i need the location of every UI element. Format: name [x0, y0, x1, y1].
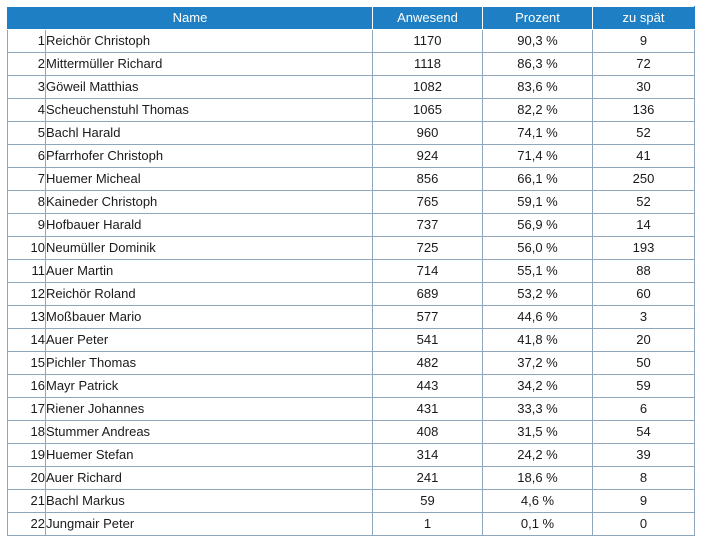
table-row[interactable] [8, 421, 695, 444]
cell-attendance: 314 [373, 444, 483, 467]
cell-percent: 18,6 % [483, 467, 593, 490]
column-header-attendance[interactable]: Anwesend [373, 7, 483, 30]
cell-name: Reichör Roland [46, 283, 373, 306]
cell-rank: 10 [8, 237, 46, 260]
table-row[interactable] [8, 260, 695, 283]
cell-late: 41 [593, 145, 695, 168]
cell-rank: 2 [8, 53, 46, 76]
cell-attendance: 725 [373, 237, 483, 260]
cell-name: Auer Martin [46, 260, 373, 283]
cell-attendance: 1065 [373, 99, 483, 122]
cell-percent: 4,6 % [483, 490, 593, 513]
cell-name: Jungmair Peter [46, 513, 373, 536]
cell-rank: 15 [8, 352, 46, 375]
cell-attendance: 59 [373, 490, 483, 513]
table-row[interactable] [8, 145, 695, 168]
table-row[interactable] [8, 375, 695, 398]
cell-name: Mayr Patrick [46, 375, 373, 398]
cell-late: 59 [593, 375, 695, 398]
cell-name: Pfarrhofer Christoph [46, 145, 373, 168]
cell-late: 30 [593, 76, 695, 99]
cell-rank: 9 [8, 214, 46, 237]
cell-attendance: 737 [373, 214, 483, 237]
cell-percent: 24,2 % [483, 444, 593, 467]
cell-late: 39 [593, 444, 695, 467]
cell-late: 54 [593, 421, 695, 444]
cell-late: 52 [593, 191, 695, 214]
cell-late: 50 [593, 352, 695, 375]
cell-name: Stummer Andreas [46, 421, 373, 444]
cell-rank: 13 [8, 306, 46, 329]
cell-attendance: 765 [373, 191, 483, 214]
cell-attendance: 482 [373, 352, 483, 375]
cell-attendance: 924 [373, 145, 483, 168]
cell-rank: 12 [8, 283, 46, 306]
table-row[interactable] [8, 306, 695, 329]
cell-percent: 74,1 % [483, 122, 593, 145]
cell-late: 0 [593, 513, 695, 536]
cell-name: Neumüller Dominik [46, 237, 373, 260]
cell-percent: 71,4 % [483, 145, 593, 168]
column-header-late[interactable]: zu spät [593, 7, 695, 30]
cell-name: Reichör Christoph [46, 30, 373, 53]
table-row[interactable] [8, 53, 695, 76]
cell-percent: 55,1 % [483, 260, 593, 283]
cell-percent: 37,2 % [483, 352, 593, 375]
table-row[interactable] [8, 283, 695, 306]
cell-attendance: 1170 [373, 30, 483, 53]
cell-percent: 33,3 % [483, 398, 593, 421]
cell-name: Mittermüller Richard [46, 53, 373, 76]
cell-late: 20 [593, 329, 695, 352]
cell-rank: 4 [8, 99, 46, 122]
cell-percent: 44,6 % [483, 306, 593, 329]
cell-late: 9 [593, 30, 695, 53]
cell-attendance: 443 [373, 375, 483, 398]
cell-percent: 56,9 % [483, 214, 593, 237]
cell-attendance: 960 [373, 122, 483, 145]
cell-late: 136 [593, 99, 695, 122]
cell-rank: 22 [8, 513, 46, 536]
cell-name: Riener Johannes [46, 398, 373, 421]
cell-attendance: 1082 [373, 76, 483, 99]
cell-percent: 31,5 % [483, 421, 593, 444]
cell-percent: 90,3 % [483, 30, 593, 53]
cell-rank: 6 [8, 145, 46, 168]
cell-late: 3 [593, 306, 695, 329]
cell-attendance: 689 [373, 283, 483, 306]
cell-name: Auer Richard [46, 467, 373, 490]
cell-rank: 20 [8, 467, 46, 490]
table-body [8, 30, 695, 536]
cell-attendance: 241 [373, 467, 483, 490]
cell-rank: 8 [8, 191, 46, 214]
cell-name: Bachl Markus [46, 490, 373, 513]
table-header-row [8, 7, 695, 30]
cell-rank: 3 [8, 76, 46, 99]
table-row[interactable] [8, 467, 695, 490]
cell-rank: 16 [8, 375, 46, 398]
table-row[interactable] [8, 329, 695, 352]
cell-rank: 19 [8, 444, 46, 467]
table-row[interactable] [8, 168, 695, 191]
table-row[interactable] [8, 76, 695, 99]
cell-late: 193 [593, 237, 695, 260]
table-row[interactable] [8, 191, 695, 214]
table-row[interactable] [8, 398, 695, 421]
table-row[interactable] [8, 99, 695, 122]
cell-name: Göweil Matthias [46, 76, 373, 99]
cell-percent: 83,6 % [483, 76, 593, 99]
cell-attendance: 408 [373, 421, 483, 444]
table-row[interactable] [8, 513, 695, 536]
cell-late: 8 [593, 467, 695, 490]
cell-rank: 14 [8, 329, 46, 352]
cell-rank: 18 [8, 421, 46, 444]
attendance-table [7, 6, 695, 536]
column-header-name[interactable]: Name [8, 7, 373, 30]
cell-percent: 82,2 % [483, 99, 593, 122]
column-header-percent[interactable]: Prozent [483, 7, 593, 30]
cell-attendance: 541 [373, 329, 483, 352]
cell-rank: 7 [8, 168, 46, 191]
table-row[interactable] [8, 352, 695, 375]
cell-late: 52 [593, 122, 695, 145]
cell-late: 14 [593, 214, 695, 237]
cell-late: 9 [593, 490, 695, 513]
cell-name: Huemer Stefan [46, 444, 373, 467]
cell-late: 250 [593, 168, 695, 191]
cell-percent: 0,1 % [483, 513, 593, 536]
cell-percent: 56,0 % [483, 237, 593, 260]
cell-percent: 34,2 % [483, 375, 593, 398]
cell-name: Moßbauer Mario [46, 306, 373, 329]
cell-percent: 41,8 % [483, 329, 593, 352]
cell-attendance: 577 [373, 306, 483, 329]
cell-late: 72 [593, 53, 695, 76]
cell-percent: 86,3 % [483, 53, 593, 76]
table-row[interactable] [8, 214, 695, 237]
cell-attendance: 431 [373, 398, 483, 421]
cell-percent: 59,1 % [483, 191, 593, 214]
cell-percent: 53,2 % [483, 283, 593, 306]
table-row[interactable] [8, 444, 695, 467]
cell-name: Huemer Micheal [46, 168, 373, 191]
cell-attendance: 856 [373, 168, 483, 191]
table-row[interactable] [8, 237, 695, 260]
cell-late: 6 [593, 398, 695, 421]
table-header [8, 7, 695, 30]
cell-name: Auer Peter [46, 329, 373, 352]
cell-name: Kaineder Christoph [46, 191, 373, 214]
cell-name: Pichler Thomas [46, 352, 373, 375]
table-row[interactable] [8, 122, 695, 145]
table-row[interactable] [8, 490, 695, 513]
table-row[interactable] [8, 30, 695, 53]
cell-rank: 5 [8, 122, 46, 145]
cell-name: Bachl Harald [46, 122, 373, 145]
cell-attendance: 1118 [373, 53, 483, 76]
cell-rank: 1 [8, 30, 46, 53]
cell-rank: 21 [8, 490, 46, 513]
cell-name: Hofbauer Harald [46, 214, 373, 237]
cell-name: Scheuchenstuhl Thomas [46, 99, 373, 122]
cell-attendance: 714 [373, 260, 483, 283]
cell-percent: 66,1 % [483, 168, 593, 191]
cell-rank: 11 [8, 260, 46, 283]
cell-late: 60 [593, 283, 695, 306]
cell-rank: 17 [8, 398, 46, 421]
cell-attendance: 1 [373, 513, 483, 536]
cell-late: 88 [593, 260, 695, 283]
